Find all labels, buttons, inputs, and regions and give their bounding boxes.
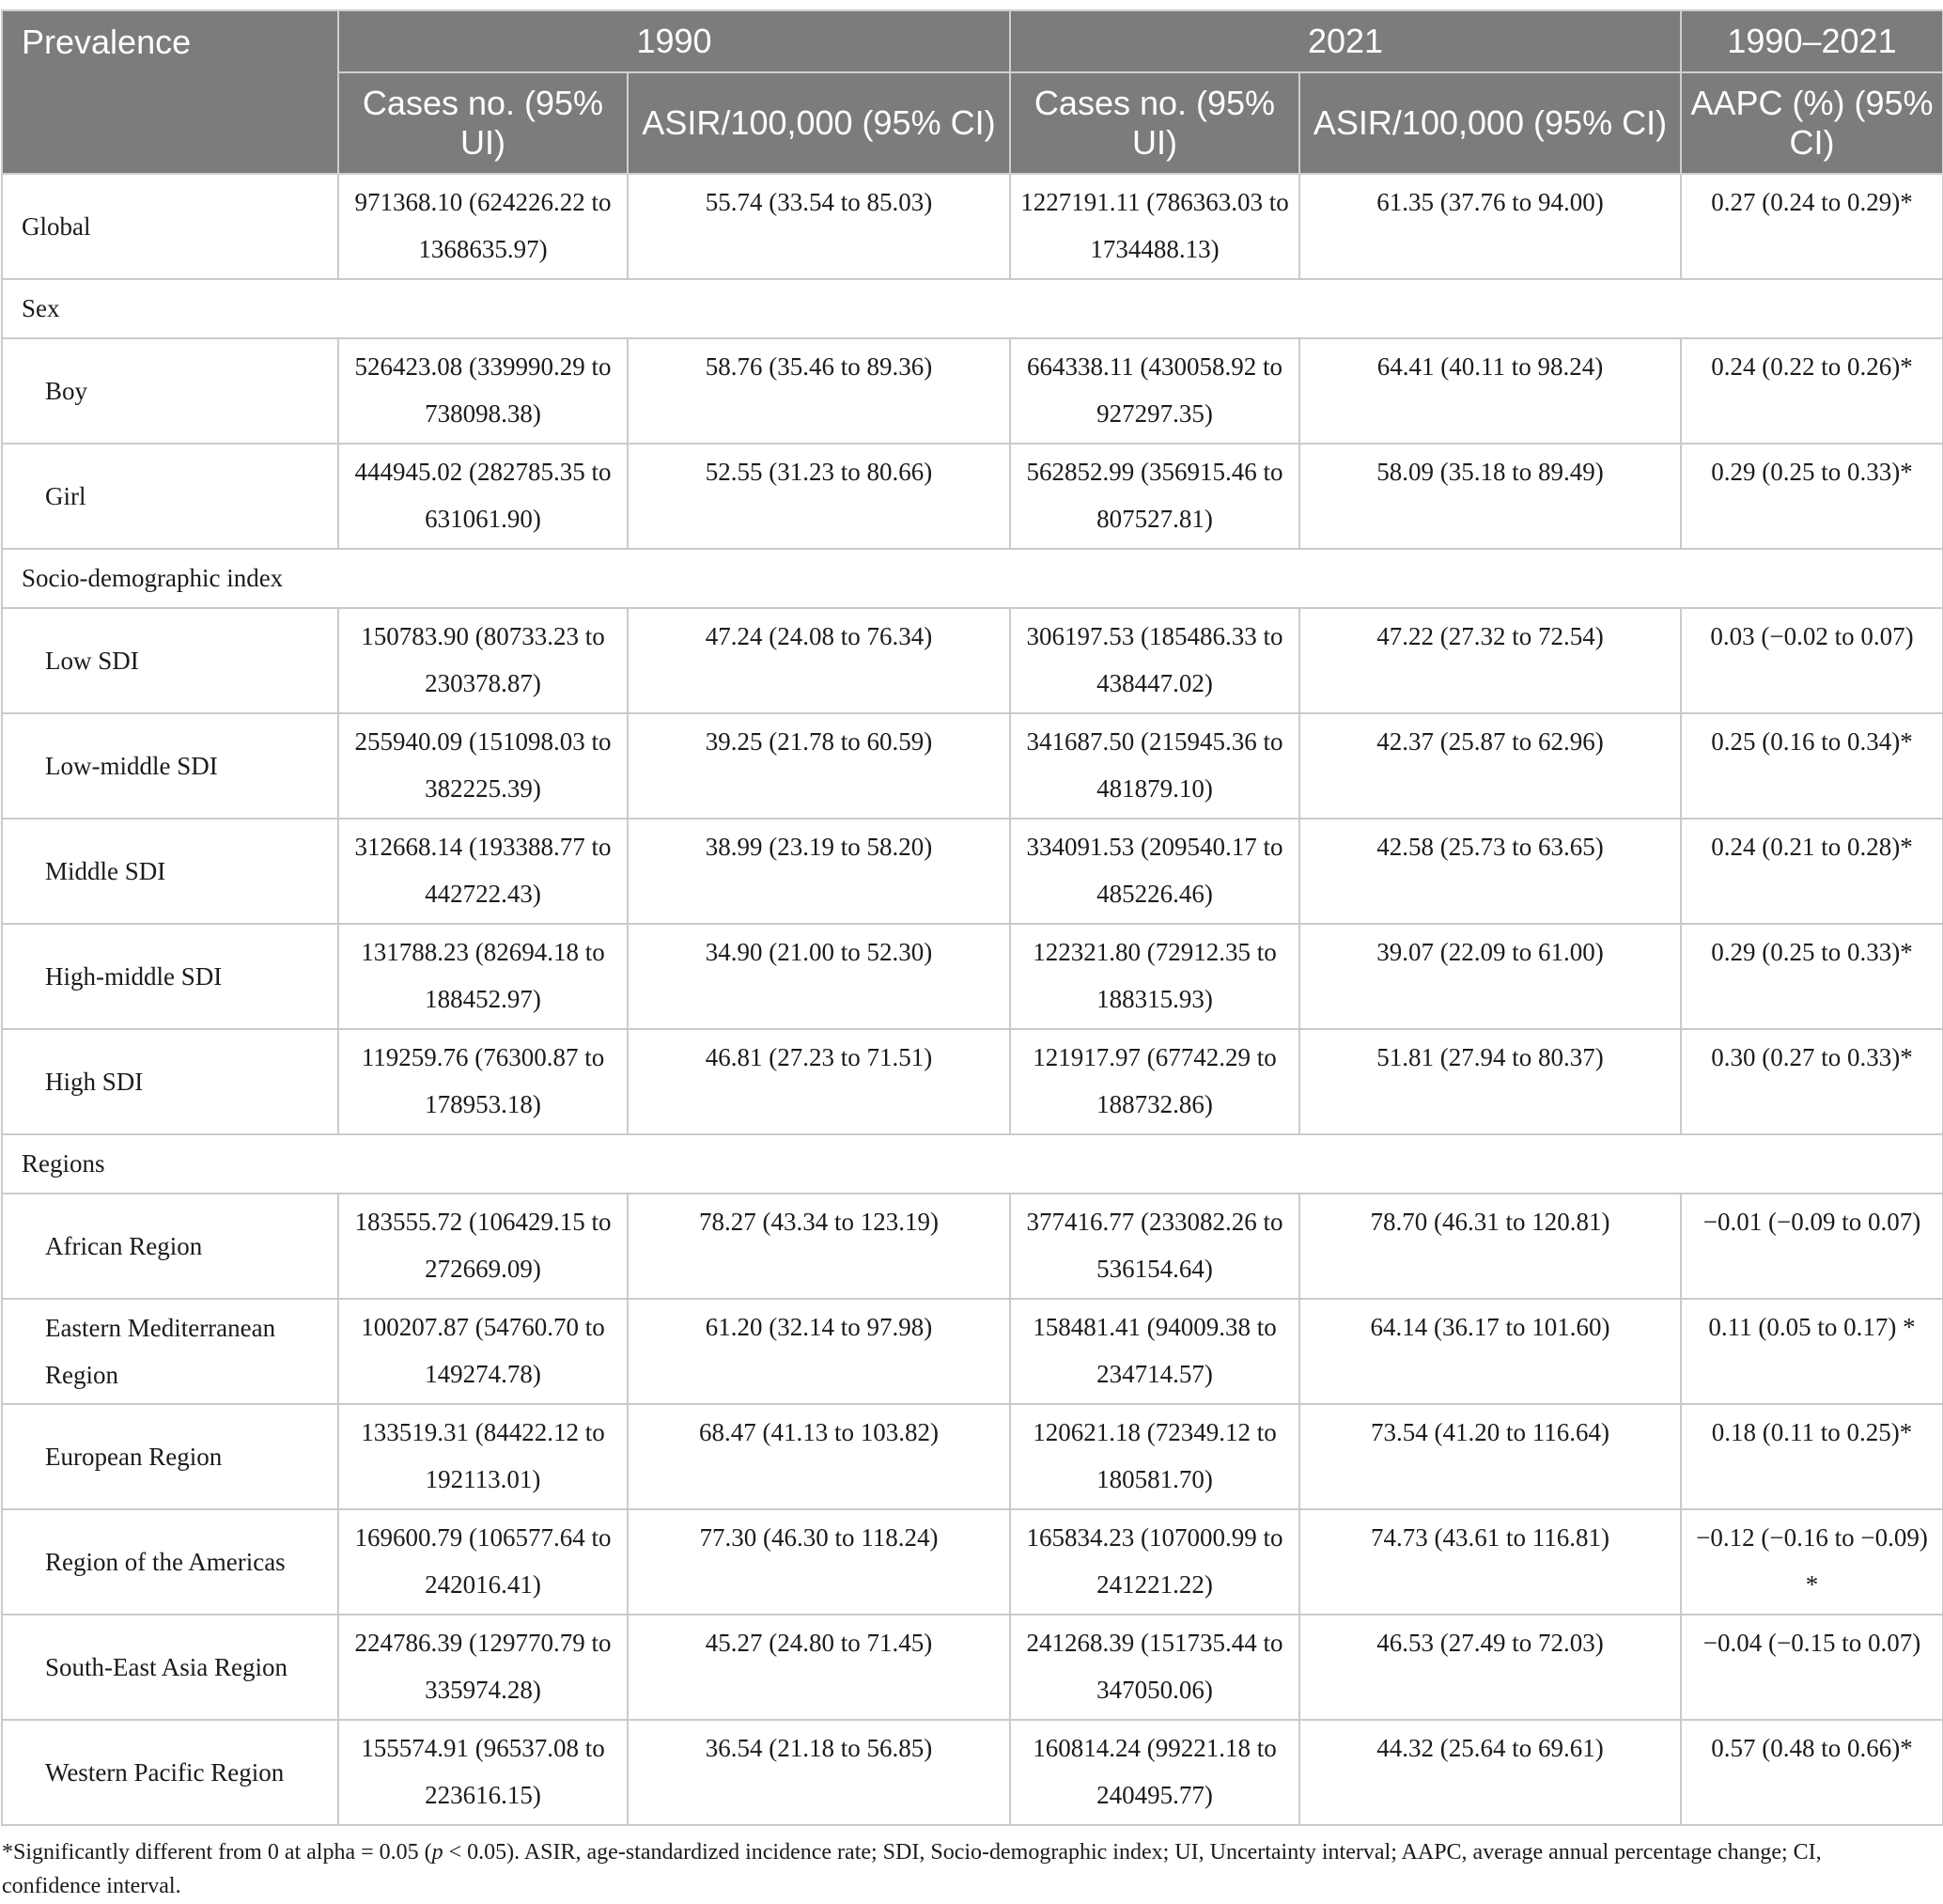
section-row: [2, 549, 1943, 608]
table-footnote: [2, 1835, 1919, 1903]
cell-cases-2021: 334091.53 (209540.17 to 485226.46): [1010, 819, 1299, 924]
table-row: [2, 1720, 1943, 1825]
cell-cases-2021: 160814.24 (99221.18 to 240495.77): [1010, 1720, 1299, 1825]
cell-asir-1990: 39.25 (21.78 to 60.59): [628, 713, 1010, 819]
row-label: Western Pacific Region: [2, 1720, 338, 1825]
cell-cases-2021: 341687.50 (215945.36 to 481879.10): [1010, 713, 1299, 819]
table-body: [2, 174, 1943, 1825]
row-label: High SDI: [2, 1029, 338, 1134]
row-label: High-middle SDI: [2, 924, 338, 1029]
table-row: [2, 1615, 1943, 1720]
header-group-2021: 2021: [1010, 10, 1681, 72]
header-cases-2021: Cases no. (95% UI): [1010, 72, 1299, 174]
cell-aapc: −0.01 (−0.09 to 0.07): [1681, 1194, 1943, 1299]
cell-aapc: 0.29 (0.25 to 0.33)*: [1681, 924, 1943, 1029]
cell-cases-2021: 120621.18 (72349.12 to 180581.70): [1010, 1404, 1299, 1509]
section-label: Regions: [2, 1134, 1943, 1194]
cell-asir-1990: 78.27 (43.34 to 123.19): [628, 1194, 1010, 1299]
cell-asir-2021: 61.35 (37.76 to 94.00): [1299, 174, 1681, 279]
section-label: Socio-demographic index: [2, 549, 1943, 608]
cell-asir-1990: 77.30 (46.30 to 118.24): [628, 1509, 1010, 1615]
cell-aapc: −0.04 (−0.15 to 0.07): [1681, 1615, 1943, 1720]
cell-cases-1990: 100207.87 (54760.70 to 149274.78): [338, 1299, 628, 1404]
cell-cases-2021: 165834.23 (107000.99 to 241221.22): [1010, 1509, 1299, 1615]
row-label: Low SDI: [2, 608, 338, 713]
cell-cases-2021: 121917.97 (67742.29 to 188732.86): [1010, 1029, 1299, 1134]
cell-asir-2021: 42.37 (25.87 to 62.96): [1299, 713, 1681, 819]
row-label: Middle SDI: [2, 819, 338, 924]
cell-asir-1990: 47.24 (24.08 to 76.34): [628, 608, 1010, 713]
cell-asir-2021: 58.09 (35.18 to 89.49): [1299, 444, 1681, 549]
cell-asir-2021: 51.81 (27.94 to 80.37): [1299, 1029, 1681, 1134]
cell-asir-2021: 39.07 (22.09 to 61.00): [1299, 924, 1681, 1029]
cell-aapc: 0.27 (0.24 to 0.29)*: [1681, 174, 1943, 279]
header-asir-1990: ASIR/100,000 (95% CI): [628, 72, 1010, 174]
table-row: [2, 1029, 1943, 1134]
cell-asir-2021: 42.58 (25.73 to 63.65): [1299, 819, 1681, 924]
row-label: European Region: [2, 1404, 338, 1509]
cell-aapc: 0.24 (0.22 to 0.26)*: [1681, 338, 1943, 444]
table-row: [2, 338, 1943, 444]
section-row: [2, 279, 1943, 338]
row-label: Boy: [2, 338, 338, 444]
cell-cases-1990: 224786.39 (129770.79 to 335974.28): [338, 1615, 628, 1720]
cell-asir-1990: 61.20 (32.14 to 97.98): [628, 1299, 1010, 1404]
cell-cases-2021: 122321.80 (72912.35 to 188315.93): [1010, 924, 1299, 1029]
section-row: [2, 1134, 1943, 1194]
cell-asir-2021: 46.53 (27.49 to 72.03): [1299, 1615, 1681, 1720]
cell-aapc: 0.24 (0.21 to 0.28)*: [1681, 819, 1943, 924]
cell-cases-1990: 133519.31 (84422.12 to 192113.01): [338, 1404, 628, 1509]
header-row-years: [2, 10, 1943, 72]
cell-asir-2021: 74.73 (43.61 to 116.81): [1299, 1509, 1681, 1615]
cell-cases-2021: 562852.99 (356915.46 to 807527.81): [1010, 444, 1299, 549]
row-label: Region of the Americas: [2, 1509, 338, 1615]
row-label: Girl: [2, 444, 338, 549]
table-row: [2, 608, 1943, 713]
cell-aapc: 0.18 (0.11 to 0.25)*: [1681, 1404, 1943, 1509]
cell-cases-2021: 158481.41 (94009.38 to 234714.57): [1010, 1299, 1299, 1404]
cell-asir-1990: 58.76 (35.46 to 89.36): [628, 338, 1010, 444]
cell-cases-1990: 971368.10 (624226.22 to 1368635.97): [338, 174, 628, 279]
cell-asir-1990: 34.90 (21.00 to 52.30): [628, 924, 1010, 1029]
cell-asir-2021: 64.14 (36.17 to 101.60): [1299, 1299, 1681, 1404]
cell-asir-1990: 38.99 (23.19 to 58.20): [628, 819, 1010, 924]
cell-cases-2021: 306197.53 (185486.33 to 438447.02): [1010, 608, 1299, 713]
table-row: [2, 1404, 1943, 1509]
cell-aapc: 0.11 (0.05 to 0.17) *: [1681, 1299, 1943, 1404]
cell-asir-2021: 78.70 (46.31 to 120.81): [1299, 1194, 1681, 1299]
table-row: [2, 924, 1943, 1029]
table-row: [2, 819, 1943, 924]
cell-cases-1990: 444945.02 (282785.35 to 631061.90): [338, 444, 628, 549]
cell-asir-1990: 36.54 (21.18 to 56.85): [628, 1720, 1010, 1825]
cell-cases-1990: 169600.79 (106577.64 to 242016.41): [338, 1509, 628, 1615]
cell-cases-1990: 526423.08 (339990.29 to 738098.38): [338, 338, 628, 444]
header-aapc: AAPC (%) (95% CI): [1681, 72, 1943, 174]
cell-asir-2021: 64.41 (40.11 to 98.24): [1299, 338, 1681, 444]
cell-cases-2021: 1227191.11 (786363.03 to 1734488.13): [1010, 174, 1299, 279]
header-prevalence: Prevalence: [2, 10, 338, 174]
cell-cases-2021: 377416.77 (233082.26 to 536154.64): [1010, 1194, 1299, 1299]
table-row: [2, 713, 1943, 819]
cell-asir-1990: 45.27 (24.80 to 71.45): [628, 1615, 1010, 1720]
cell-aapc: 0.57 (0.48 to 0.66)*: [1681, 1720, 1943, 1825]
table-row: [2, 1509, 1943, 1615]
row-label: African Region: [2, 1194, 338, 1299]
cell-cases-1990: 131788.23 (82694.18 to 188452.97): [338, 924, 628, 1029]
header-cases-1990: Cases no. (95% UI): [338, 72, 628, 174]
cell-cases-1990: 312668.14 (193388.77 to 442722.43): [338, 819, 628, 924]
footnote-part2: < 0.05). ASIR, age-standardized incidence rate; SDI, Socio-demographic index; UI, Uncertainty interval; AAPC, average annual percentage change; CI, confidence interval.: [2, 1840, 1822, 1898]
cell-asir-2021: 44.32 (25.64 to 69.61): [1299, 1720, 1681, 1825]
cell-asir-1990: 46.81 (27.23 to 71.51): [628, 1029, 1010, 1134]
footnote-p-symbol: p: [431, 1840, 443, 1865]
cell-aapc: 0.29 (0.25 to 0.33)*: [1681, 444, 1943, 549]
cell-cases-1990: 183555.72 (106429.15 to 272669.09): [338, 1194, 628, 1299]
cell-aapc: 0.03 (−0.02 to 0.07): [1681, 608, 1943, 713]
prevalence-table: [1, 9, 1943, 1826]
table-header: [2, 10, 1943, 174]
footnote-part1: *Significantly different from 0 at alpha = 0.05 (: [2, 1840, 432, 1865]
cell-aapc: −0.12 (−0.16 to −0.09) *: [1681, 1509, 1943, 1615]
table-page: [0, 9, 1943, 1903]
cell-asir-1990: 68.47 (41.13 to 103.82): [628, 1404, 1010, 1509]
table-row: [2, 1299, 1943, 1404]
header-group-1990: 1990: [338, 10, 1010, 72]
cell-cases-2021: 241268.39 (151735.44 to 347050.06): [1010, 1615, 1299, 1720]
cell-asir-2021: 47.22 (27.32 to 72.54): [1299, 608, 1681, 713]
cell-aapc: 0.25 (0.16 to 0.34)*: [1681, 713, 1943, 819]
cell-cases-1990: 150783.90 (80733.23 to 230378.87): [338, 608, 628, 713]
row-label: Eastern Mediterranean Region: [2, 1299, 338, 1404]
table-row: [2, 444, 1943, 549]
cell-cases-1990: 255940.09 (151098.03 to 382225.39): [338, 713, 628, 819]
row-label: South-East Asia Region: [2, 1615, 338, 1720]
row-label: Global: [2, 174, 338, 279]
cell-asir-1990: 52.55 (31.23 to 80.66): [628, 444, 1010, 549]
table-row: [2, 174, 1943, 279]
row-label: Low-middle SDI: [2, 713, 338, 819]
cell-cases-2021: 664338.11 (430058.92 to 927297.35): [1010, 338, 1299, 444]
cell-cases-1990: 119259.76 (76300.87 to 178953.18): [338, 1029, 628, 1134]
header-group-change: 1990–2021: [1681, 10, 1943, 72]
header-asir-2021: ASIR/100,000 (95% CI): [1299, 72, 1681, 174]
cell-aapc: 0.30 (0.27 to 0.33)*: [1681, 1029, 1943, 1134]
cell-cases-1990: 155574.91 (96537.08 to 223616.15): [338, 1720, 628, 1825]
cell-asir-1990: 55.74 (33.54 to 85.03): [628, 174, 1010, 279]
table-row: [2, 1194, 1943, 1299]
section-label: Sex: [2, 279, 1943, 338]
cell-asir-2021: 73.54 (41.20 to 116.64): [1299, 1404, 1681, 1509]
